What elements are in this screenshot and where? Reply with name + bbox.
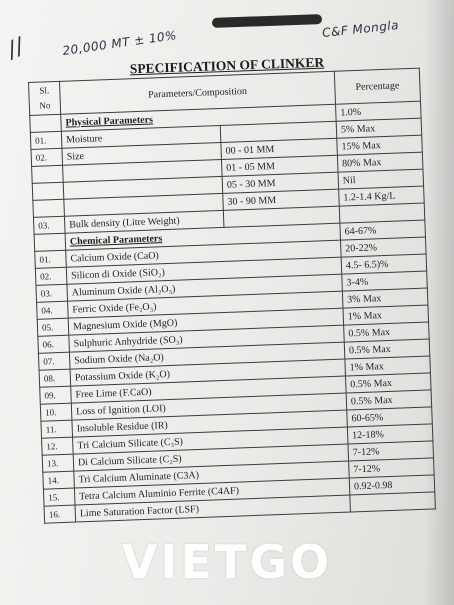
table-cell-size-range: 30 - 90 MM (223, 189, 340, 210)
table-cell-parameter: Tetra Calcium Aluminio Ferrite (C4AF) (74, 478, 349, 505)
table-cell-number: 07. (38, 352, 70, 370)
table-cell-parameter: Di Calcium Silicate (C₂S) (73, 444, 348, 471)
table-cell-size-range: 05 - 30 MM (222, 172, 339, 193)
handwritten-quantity: 20,000 MT ± 10% (61, 28, 178, 58)
table-cell-parameter: Tri Calcium Aluminate (C3A) (74, 461, 349, 488)
table-cell-percentage: 15% Max (337, 135, 423, 155)
table-cell-percentage: 80% Max (337, 152, 423, 172)
table-cell-number: 12. (42, 437, 74, 455)
table-cell-percentage: 1.0% (336, 101, 422, 121)
table-cell-number: 15. (43, 488, 75, 506)
specification-table (28, 68, 436, 524)
table-cell-number: 11. (41, 420, 73, 438)
page-title: SPECIFICATION OF CLINKER (129, 54, 325, 77)
table-cell-parameter: Magnesium Oxide (MgO) (68, 308, 343, 335)
table-cell-percentage (350, 492, 436, 512)
section-heading-physical: Physical Parameters (61, 104, 336, 131)
table-cell-parameter: Ferric Oxide (Fe₂O₃) (68, 291, 343, 318)
table-cell-parameter: Bulk density (Litre Weight) (64, 210, 224, 233)
table-cell-percentage: Nil (338, 169, 424, 189)
table-cell-number: 16. (44, 505, 76, 523)
table-cell-number: 02. (35, 267, 67, 285)
table-cell-number: 04. (37, 301, 69, 319)
table-cell-percentage: 0.92-0.98 (349, 475, 435, 495)
table-cell-percentage: 7-12% (348, 441, 434, 461)
table-cell-number (32, 182, 64, 200)
table-cell-parameter: Free Lime (F.CaO) (71, 376, 346, 403)
redaction-scribble (212, 14, 322, 28)
section-heading-chemical: Chemical Parameters (65, 223, 340, 250)
table-cell-parameter: Moisture (61, 125, 221, 148)
table-cell-number: 03. (33, 216, 65, 234)
table-cell-percentage: 0.5% Max (344, 339, 430, 359)
table-cell-parameter: Loss of Ignition (LOI) (71, 393, 346, 420)
table-cell-size-range: 01 - 05 MM (221, 155, 338, 176)
table-cell-number: 08. (39, 369, 71, 387)
table-cell-parameter: Aluminum Oxide (Al₂O₃) (67, 274, 342, 301)
table-cell-parameter: Insoluble Residue (IR) (72, 410, 347, 437)
table-cell-percentage: 0.5% Max (346, 390, 432, 410)
table-cell-parameter: Tri Calcium Silicate (C₃S) (73, 427, 348, 454)
table-cell-number (32, 165, 64, 183)
table-cell-parameter: Calcium Oxide (CaO) (66, 240, 341, 267)
table-cell-size-range: 00 - 01 MM (221, 138, 338, 159)
table-cell-percentage: 12-18% (347, 424, 433, 444)
table-cell-percentage: 3-4% (342, 271, 428, 291)
watermark-logo: VIETGO (121, 535, 333, 589)
table-cell-parameter: Lime Saturation Factor (LSF) (75, 495, 350, 522)
handwritten-destination: C&F Mongla (321, 18, 400, 40)
page-shadow (424, 0, 454, 605)
table-cell-number (33, 199, 65, 217)
table-cell-percentage: 20-22% (341, 237, 427, 257)
table-cell-number (34, 233, 66, 251)
specification-table-wrapper (28, 68, 436, 524)
table-cell-parameter: Silicon di Oxide (SiO₂) (66, 257, 341, 284)
table-cell-parameter: Sodium Oxide (Na₂O) (69, 342, 344, 369)
table-cell-percentage: 0.5% Max (345, 373, 431, 393)
table-cell-number: 13. (42, 454, 74, 472)
table-cell-number: 02. (31, 148, 63, 166)
table-cell-percentage: 1% Max (343, 305, 429, 325)
table-cell-percentage: 7-12% (349, 458, 435, 478)
table-cell-parameter: Size (62, 142, 222, 165)
table-cell-number: 10. (40, 403, 72, 421)
table-body (30, 101, 436, 523)
table-cell-percentage: 4.5- 6.5)% (341, 254, 427, 274)
table-cell-percentage: 60-65% (347, 407, 433, 427)
table-cell-percentage: 1% Max (345, 356, 431, 376)
table-cell-parameter: Potassium Oxide (K₂O) (70, 359, 345, 386)
table-cell-number: 06. (38, 335, 70, 353)
table-cell-number: 14. (43, 471, 75, 489)
table-cell-number: 01. (35, 250, 67, 268)
table-cell-percentage: 0.5% Max (344, 322, 430, 342)
table-cell-percentage: 3% Max (342, 288, 428, 308)
table-cell-percentage: 5% Max (336, 118, 422, 138)
table-cell-parameter: Sulphuric Anhydride (SO₃) (69, 325, 344, 352)
handwritten-mark: // (3, 33, 29, 64)
table-cell-percentage: 1.2-1.4 Kg/L (339, 186, 425, 206)
table-cell-percentage: 64-67% (340, 220, 426, 240)
column-header-sl-no: Sl. No (29, 81, 61, 115)
column-header-percentage: Percentage (334, 68, 420, 104)
table-cell-number: 05. (37, 318, 69, 336)
table-cell-number: 01. (30, 131, 62, 149)
table-cell-number: 09. (40, 386, 72, 404)
column-header-parameters: Parameters/Composition (59, 71, 335, 114)
table-cell-number: 03. (36, 284, 68, 302)
